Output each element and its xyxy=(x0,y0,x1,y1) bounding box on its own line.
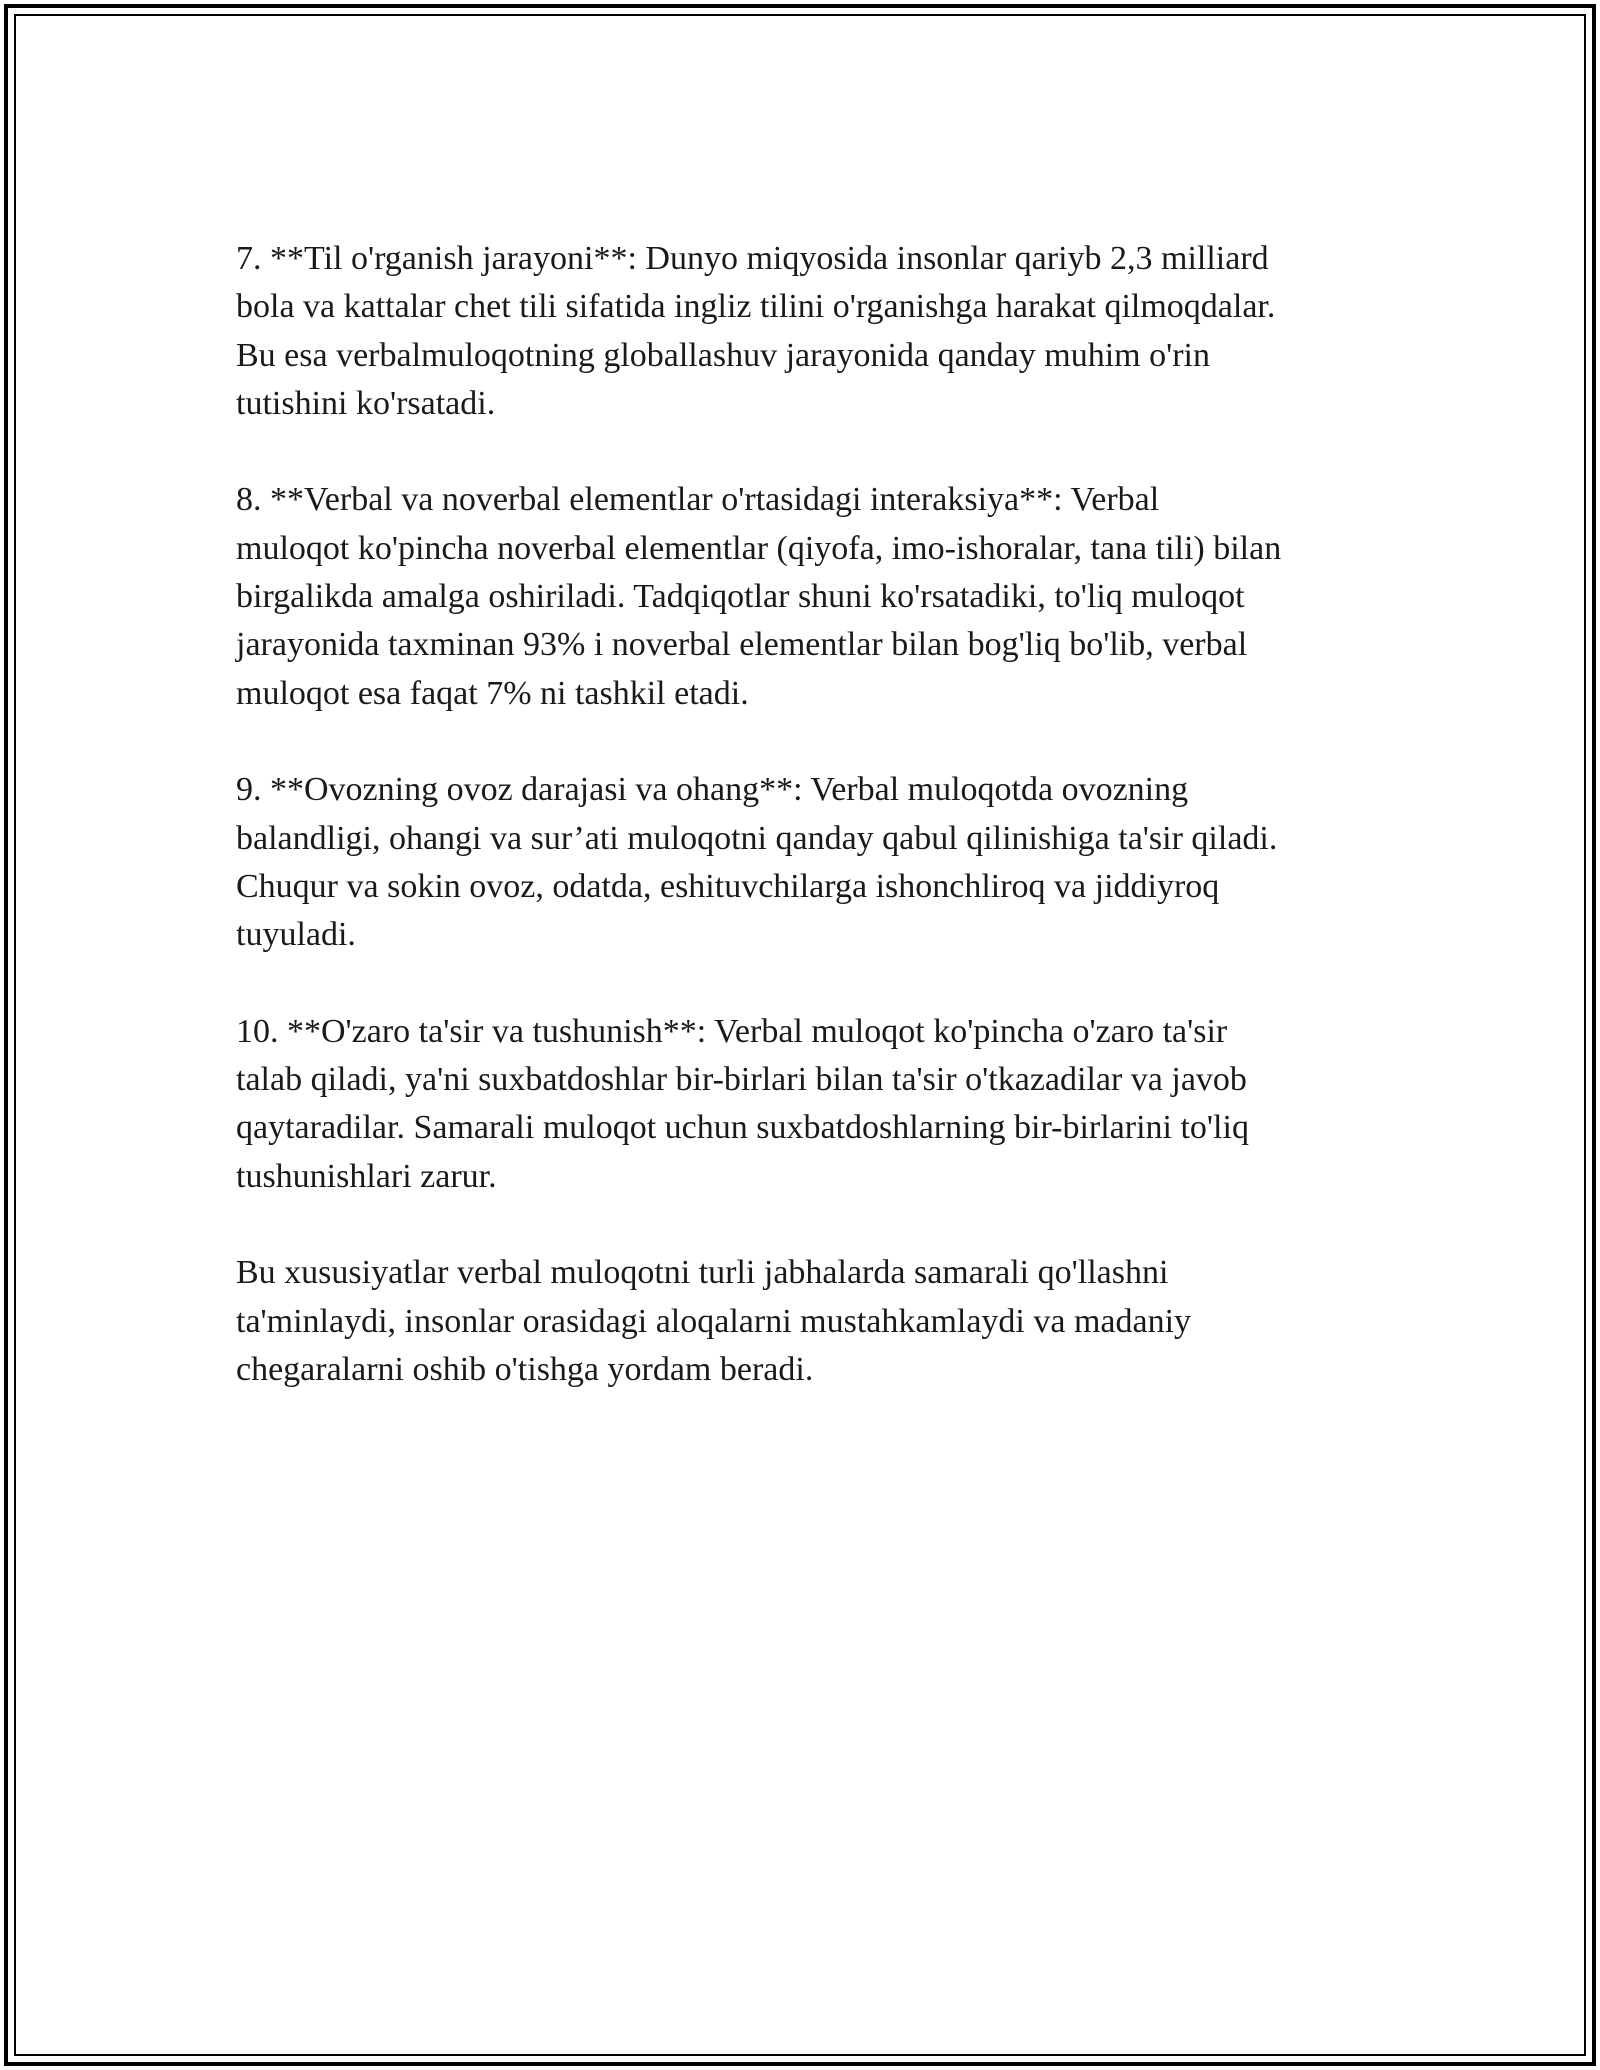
text-line: tuyuladi. xyxy=(236,916,356,954)
document-body xyxy=(236,235,1376,1394)
text-line: tushunishlari zarur. xyxy=(236,1157,497,1195)
text-line: Bu esa verbalmuloqotning globallashuv jarayonida qanday muhim o'rin xyxy=(236,336,1210,374)
paragraph-ovoz-darajasi xyxy=(236,766,1376,959)
text-line: ta'minlaydi, insonlar orasidagi aloqalarni mustahkamlaydi va madaniy xyxy=(236,1302,1192,1340)
text-line: birgalikda amalga oshiriladi. Tadqiqotlar shuni ko'rsatadiki, to'liq muloqot xyxy=(236,578,1245,616)
text-line: Chuqur va sokin ovoz, odatda, eshituvchilarga ishonchliroq va jiddiyroq xyxy=(236,867,1220,905)
text-line: balandligi, ohangi va sur’ati muloqotni qanday qabul qilinishiga ta'sir qiladi. xyxy=(236,819,1278,857)
text-line: jarayonida taxminan 93% i noverbal elementlar bilan bog'liq bo'lib, verbal xyxy=(236,626,1248,664)
paragraph-verbal-noverbal xyxy=(236,476,1376,717)
text-line: 10. **O'zaro ta'sir va tushunish**: Verbal muloqot ko'pincha o'zaro ta'sir xyxy=(236,1012,1228,1050)
text-line: tutishini ko'rsatadi. xyxy=(236,384,496,422)
paragraph-til-organish xyxy=(236,235,1376,428)
paragraph-ozaro-tasir xyxy=(236,1008,1376,1201)
text-line: 8. **Verbal va noverbal elementlar o'rtasidagi interaksiya**: Verbal xyxy=(236,481,1160,519)
text-line: 7. **Til o'rganish jarayoni**: Dunyo miqyosida insonlar qariyb 2,3 milliard xyxy=(236,240,1269,277)
text-line: bola va kattalar chet tili sifatida ingliz tilini o'rganishga harakat qilmoqdalar. xyxy=(236,288,1276,326)
text-line: chegaralarni oshib o'tishga yordam beradi. xyxy=(236,1350,814,1388)
text-line: qaytaradilar. Samarali muloqot uchun suxbatdoshlarning bir-birlarini to'liq xyxy=(236,1109,1249,1147)
text-line: muloqot esa faqat 7% ni tashkil etadi. xyxy=(236,674,749,712)
text-line: muloqot ko'pincha noverbal elementlar (qiyofa, imo-ishoralar, tana tili) bilan xyxy=(236,529,1282,567)
text-line: talab qiladi, ya'ni suxbatdoshlar bir-birlari bilan ta'sir o'tkazadilar va javob xyxy=(236,1061,1247,1099)
text-line: 9. **Ovozning ovoz darajasi va ohang**: Verbal muloqotda ovozning xyxy=(236,771,1189,809)
text-line: Bu xususiyatlar verbal muloqotni turli jabhalarda samarali qo'llashni xyxy=(236,1254,1169,1292)
paragraph-conclusion xyxy=(236,1249,1376,1394)
